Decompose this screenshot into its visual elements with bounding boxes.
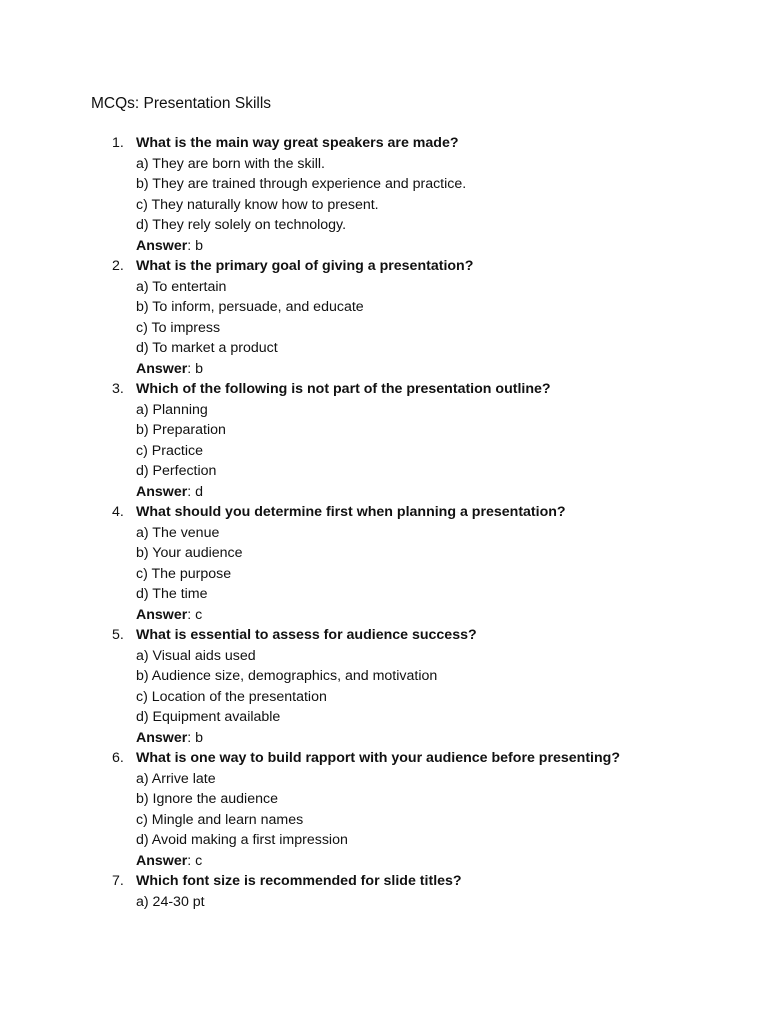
answer-option: c) The purpose (136, 565, 232, 582)
answer-value: : b (187, 360, 204, 377)
answer-option: d) They rely solely on technology. (136, 217, 347, 233)
question-number: 4. (112, 504, 124, 520)
answer-option: c) Mingle and learn names (136, 811, 304, 828)
answer-line (136, 482, 768, 503)
answer-value: : d (187, 483, 204, 500)
answer-option: d) Perfection (136, 463, 217, 479)
question-text: What is one way to build rapport with your audience before presenting? (136, 750, 620, 766)
question-text: Which of the following is not part of the presentation outline? (136, 381, 551, 397)
answer-value: : b (187, 237, 204, 254)
answer-line (136, 605, 768, 626)
answer-option: a) To entertain (136, 278, 227, 295)
page-title: MCQs: Presentation Skills (91, 95, 272, 112)
question-number: 2. (112, 258, 124, 274)
question-text: What is essential to assess for audience success? (136, 627, 477, 643)
answer-option: a) Visual aids used (136, 647, 256, 664)
answer-label: Answer (136, 483, 188, 500)
answer-option: b) Your audience (136, 545, 243, 561)
answer-option: b) Ignore the audience (136, 791, 278, 807)
question-list (0, 133, 768, 912)
answer-option: a) Planning (136, 401, 208, 418)
answer-label: Answer (136, 237, 188, 254)
question-item (0, 625, 768, 748)
answer-label: Answer (136, 606, 188, 623)
answer-value: : c (187, 852, 203, 869)
question-item (0, 379, 768, 502)
answer-option: b) To inform, persuade, and educate (136, 299, 364, 315)
answer-option: c) To impress (136, 319, 221, 336)
question-number: 6. (112, 750, 124, 766)
answer-option: a) They are born with the skill. (136, 155, 325, 172)
question-number: 1. (112, 135, 124, 151)
question-item (0, 133, 768, 256)
option-list (136, 523, 768, 605)
answer-option: a) The venue (136, 524, 220, 541)
answer-option: a) 24-30 pt (136, 893, 205, 910)
answer-option: d) Avoid making a first impression (136, 832, 348, 848)
answer-option: d) Equipment available (136, 709, 281, 725)
answer-value: : c (187, 606, 203, 623)
answer-label: Answer (136, 729, 188, 746)
answer-label: Answer (136, 360, 188, 377)
answer-value: : b (187, 729, 204, 746)
answer-option: b) They are trained through experience and practice. (136, 176, 467, 192)
answer-line (136, 851, 768, 872)
question-item (0, 502, 768, 625)
answer-option: b) Audience size, demographics, and motivation (136, 668, 438, 684)
question-item (0, 748, 768, 871)
option-list (136, 646, 768, 728)
option-list (136, 400, 768, 482)
question-number: 3. (112, 381, 124, 397)
answer-option: c) Location of the presentation (136, 688, 327, 705)
answer-option: c) Practice (136, 442, 204, 459)
answer-option: b) Preparation (136, 422, 226, 438)
question-text: What should you determine first when planning a presentation? (136, 504, 566, 520)
answer-option: d) To market a product (136, 340, 278, 356)
answer-line (136, 728, 768, 749)
question-item (0, 871, 768, 912)
question-number: 5. (112, 627, 124, 643)
answer-line (136, 359, 768, 380)
answer-option: c) They naturally know how to present. (136, 196, 379, 213)
question-item (0, 256, 768, 379)
question-text: Which font size is recommended for slide titles? (136, 873, 462, 889)
answer-line (136, 236, 768, 257)
option-list (136, 892, 768, 913)
answer-label: Answer (136, 852, 188, 869)
option-list (136, 277, 768, 359)
question-text: What is the main way great speakers are made? (136, 135, 459, 151)
question-number: 7. (112, 873, 124, 889)
answer-option: a) Arrive late (136, 770, 216, 787)
question-text: What is the primary goal of giving a presentation? (136, 258, 474, 274)
option-list (136, 154, 768, 236)
option-list (136, 769, 768, 851)
answer-option: d) The time (136, 586, 208, 602)
